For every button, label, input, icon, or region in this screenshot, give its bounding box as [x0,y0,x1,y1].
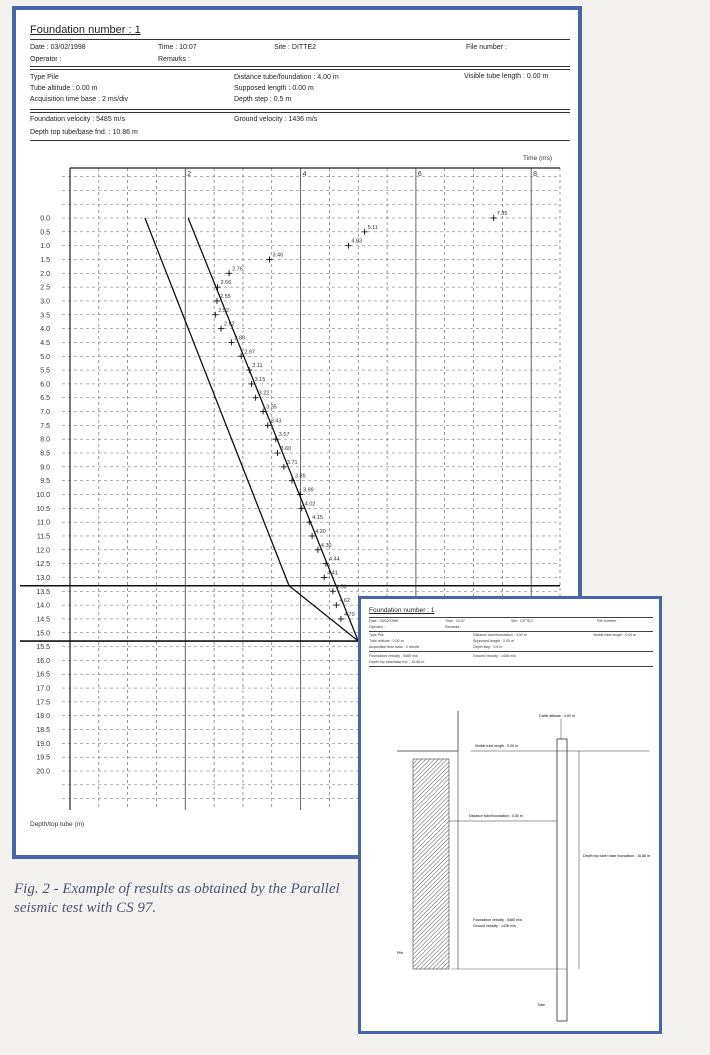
y-tick-label: 12.5 [36,561,50,569]
x-tick-label: 2 [187,171,192,178]
data-label: 3.43 [270,418,282,425]
data-label: 2.56 [220,280,232,287]
y-tick-label: 13.0 [36,574,50,582]
tube-altitude-label: Tube altitude : 0.00 m [30,85,98,92]
depth-step-label: Depth step : 0.5 m [234,96,292,103]
y-tick-label: 12.0 [36,547,50,555]
inset-acquisition: Acquisition time base : 2 ms/div [369,645,420,649]
data-label: 2.52 [218,307,229,314]
y-tick-label: 13.5 [36,588,50,596]
y-tick-label: 3.5 [40,312,50,320]
data-label: 2.80 [234,335,246,342]
data-label: 5.11 [367,224,378,231]
x-tick-label: 8 [533,171,538,178]
data-label: 4.15 [312,515,323,522]
data-label: 3.11 [252,363,263,370]
inset-time: Time : 10:07 [445,619,465,623]
data-label: 4.02 [304,501,316,508]
velocity-note: Foundation velocity : 5485 m/s [473,918,522,922]
y-tick-label: 17.0 [36,685,50,693]
data-label: 2.76 [232,266,243,273]
inset-title: Foundation number : 1 [369,607,435,614]
y-tick-label: 0.0 [40,215,50,223]
x-axis-label: Time (ms) [522,155,552,162]
y-tick-label: 14.5 [36,616,50,624]
inset-file-number: File number : [597,619,618,623]
data-label: 4.44 [328,556,340,563]
y-tick-label: 7.0 [40,409,50,417]
operator-label: Operator : [30,56,62,63]
y-tick-label: 5.5 [40,367,50,375]
data-label: 2.62 [224,321,235,328]
visible-tube-label: Visible tube length : 0.00 m [464,73,549,80]
data-label: 4.62 [339,598,351,605]
data-label: 4.83 [351,238,363,245]
inset-ground-velocity: Ground velocity : 1436 m/s [473,654,516,658]
inset-distance: Distance tube/foundation : 4.00 m [473,633,527,637]
distance-note: Distance tube/foundation : 4.00 m [469,814,523,818]
y-tick-label: 17.5 [36,699,50,707]
depth-top-label: Depth top tube/base fnd. : 10.86 m [30,129,138,136]
y-tick-label: 16.0 [36,657,50,665]
y-tick-label: 1.5 [40,256,50,264]
inset-supposed-length: Supposed length : 0.00 m [473,639,514,643]
inset-site: Site : DITTE2 [511,619,533,623]
inset-tube-altitude: Tube altitude : 0.00 m [369,639,404,643]
y-tick-label: 8.0 [40,436,50,444]
data-label: 7.35 [496,211,508,217]
data-label: 3.35 [266,404,277,411]
file-number-label: File number : [466,44,507,51]
y-tick-label: 1.0 [40,243,50,251]
y-tick-label: 3.0 [40,298,50,306]
y-axis-label: Depth/top tube (m) [30,821,85,828]
data-label: 3.46 [272,252,284,259]
inset-depth-top: Depth top tube/base fnd. : 10.86 m [369,660,425,664]
data-label: 3.57 [278,432,290,439]
tube-shape [557,739,567,1021]
y-tick-label: 14.0 [36,602,50,610]
inset-foundation-velocity: Foundation velocity : 5485 m/s [369,654,418,658]
y-tick-label: 11.5 [36,533,50,541]
depth-note: Depth top tube/ base foundation : 10.86 m [583,854,651,858]
data-label: 3.71 [286,459,298,466]
y-tick-label: 18.5 [36,727,50,735]
data-label: 4.30 [320,542,332,549]
y-tick-label: 10.0 [36,492,50,499]
inset-depth-step: Depth step : 0.5 m [473,645,503,649]
x-tick-label: 4 [302,171,307,178]
data-label: 2.55 [220,293,231,300]
time-label: Time : 10:07 [158,44,197,51]
y-tick-label: 7.5 [40,422,50,430]
y-tick-label: 19.5 [36,754,50,762]
date-label: Date : 03/02/1998 [30,44,86,51]
y-tick-label: 9.5 [40,478,50,486]
y-tick-label: 4.5 [40,339,50,347]
ground-velocity-label: Ground velocity : 1436 m/s [234,116,318,123]
type-label: Type Pile [30,74,59,81]
y-tick-label: 8.5 [40,450,50,458]
y-tick-label: 9.0 [40,464,50,472]
distance-label: Distance tube/foundation : 4.00 m [234,74,339,81]
inset-visible-tube: Visible tube length : 0.00 m [593,633,637,637]
x-tick-label: 6 [417,171,422,178]
cable-label: Cable altitude : 0.00 m [539,714,575,718]
figure-caption: Fig. 2 - Example of results as obtained by the Parallel seismic test with CS 97. [14,881,340,916]
visible-tube-note: Visible tube length : 0.00 m [475,744,519,748]
data-label: 4.70 [343,611,355,618]
y-tick-label: 4.0 [40,326,50,334]
inset-date: Date : 03/02/1998 [369,619,398,623]
y-tick-label: 0.5 [40,229,50,237]
y-tick-label: 20.0 [36,768,50,776]
tube-label: Tube [537,1003,546,1007]
data-label: 3.99 [303,487,314,494]
acquisition-label: Acquisition time base : 2 ms/div [30,96,129,103]
inset-operator: Operator : [369,625,386,629]
y-tick-label: 19.0 [36,740,50,748]
data-label: 3.22 [258,390,270,397]
y-tick-label: 2.5 [40,284,50,292]
y-tick-label: 11.0 [36,519,50,527]
data-label: 3.15 [254,376,266,383]
inset-diagram [361,599,659,1031]
remarks-label: Remarks : [158,56,190,63]
foundation-velocity-label: Foundation velocity : 5485 m/s [30,116,125,123]
data-label: 3.60 [280,446,292,453]
y-tick-label: 10.5 [36,505,50,513]
inset-sheet [358,596,662,1034]
y-tick-label: 6.0 [40,381,50,389]
ground-velocity-note: Ground velocity : 1436 m/s [473,924,516,928]
inset-remarks: Remarks : [445,625,462,629]
supposed-length-label: Supposed length : 0.00 m [234,85,314,92]
data-label: 4.56 [335,584,347,591]
y-tick-label: 16.5 [36,671,50,679]
y-tick-label: 6.5 [40,395,50,403]
y-tick-label: 18.0 [36,713,50,721]
y-tick-label: 2.0 [40,270,50,278]
data-label: 4.41 [327,570,338,577]
pile-label: Pile [397,951,403,955]
y-tick-label: 15.0 [36,630,50,638]
foundation-title: Foundation number : 1 [30,24,141,36]
y-tick-label: 5.0 [40,353,50,361]
site-label: Site : DITTE2 [274,44,317,51]
data-label: 3.85 [294,473,306,480]
y-tick-label: 15.5 [36,644,50,652]
inset-type: Type Pile [369,633,384,637]
pile-shape [413,759,449,969]
data-label: 4.20 [315,528,326,535]
data-label: 2.97 [244,349,255,356]
